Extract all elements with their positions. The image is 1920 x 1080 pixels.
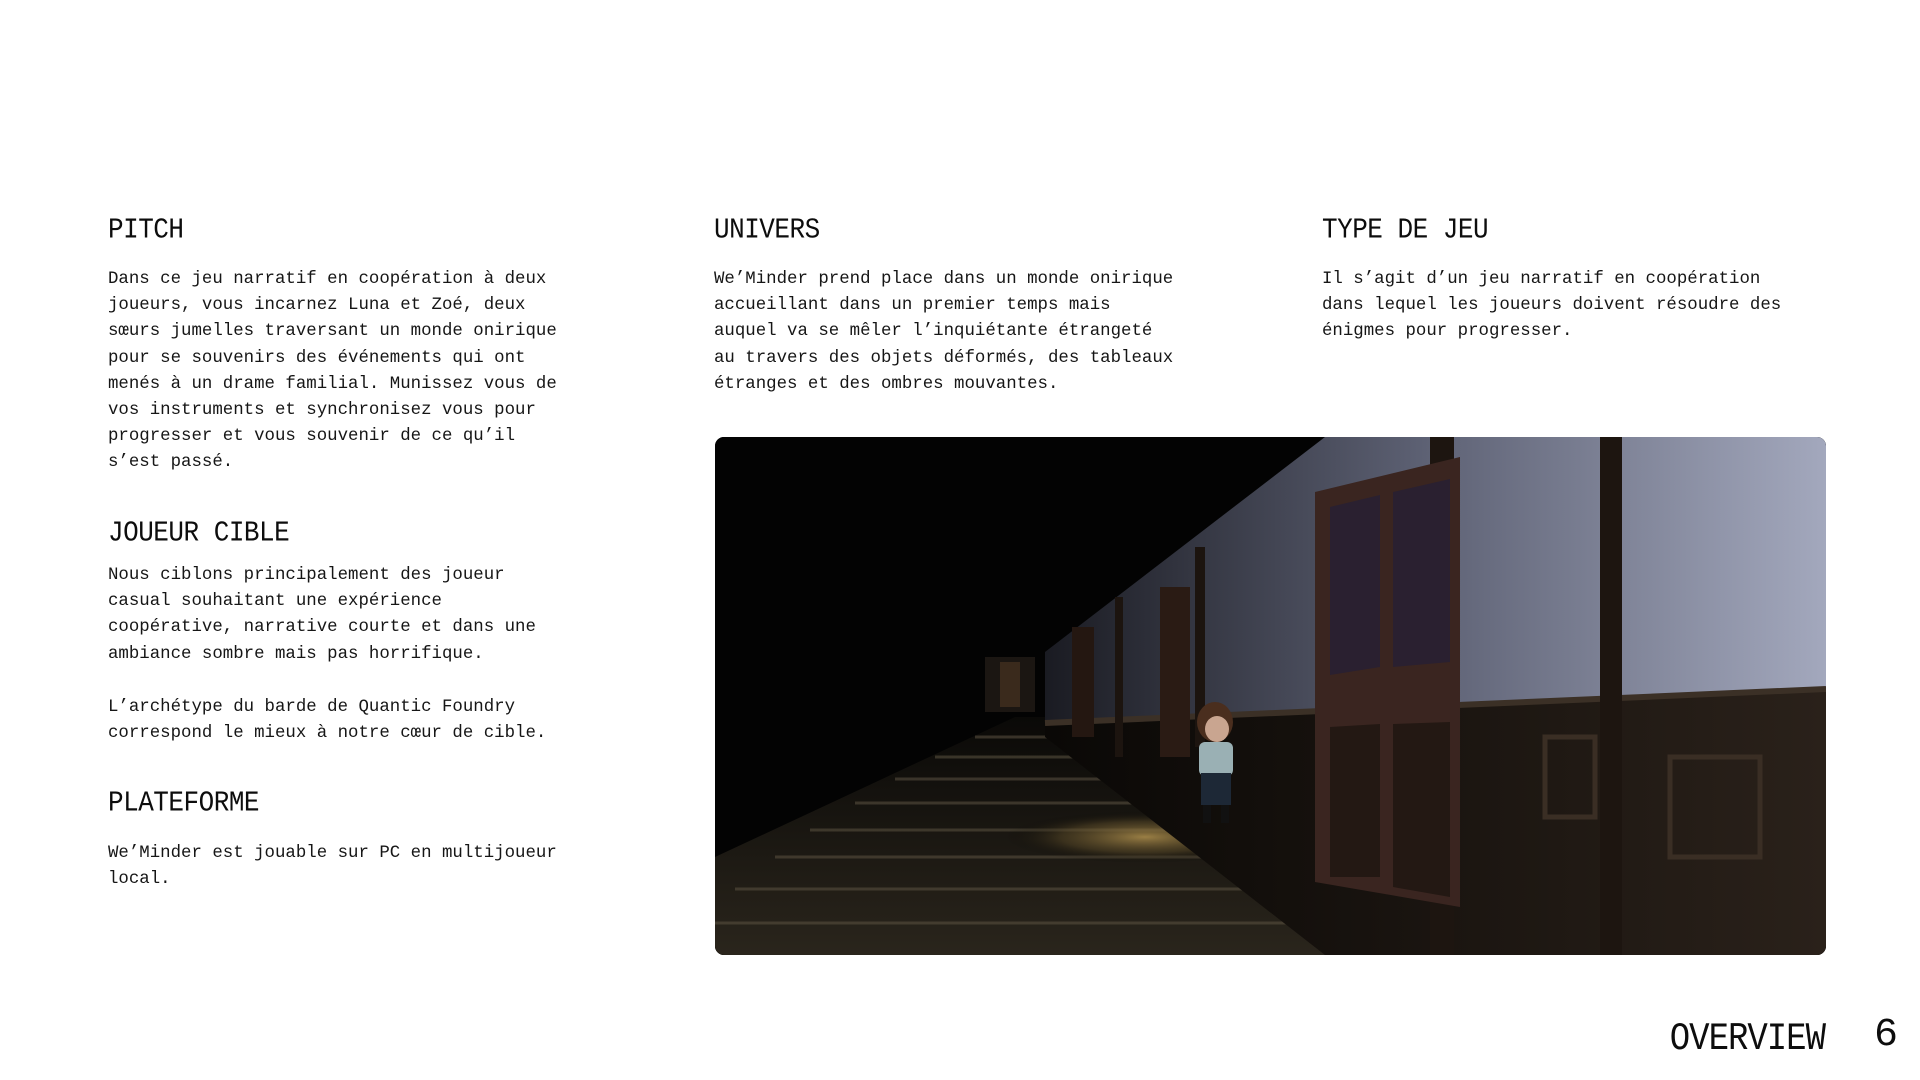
target-player-heading: JOUEUR CIBLE bbox=[108, 516, 290, 550]
pitch-heading: PITCH bbox=[108, 213, 184, 247]
page-number: 6 bbox=[1873, 1013, 1898, 1058]
target-player-text: Nous ciblons principalement des joueur casual souhaitant une expérience coopérative, narrative courte et dans une ambiance sombre mais pas horrifique. bbox=[108, 566, 536, 664]
universe-heading: UNIVERS bbox=[714, 213, 820, 247]
platform-heading: PLATEFORME bbox=[108, 786, 260, 820]
platform-text: We’Minder est jouable sur PC en multijoueur local. bbox=[108, 844, 557, 890]
universe-text: We’Minder prend place dans un monde onirique accueillant dans un premier temps mais auquel va se mêler l’inquiétante étrangeté au travers des objets déformés, des tableaux étranges et des ombres mouvantes. bbox=[714, 270, 1174, 394]
game-type-text: Il s’agit d’un jeu narratif en coopération dans lequel les joueurs doivent résoudre des énigmes pour progresser. bbox=[1322, 270, 1782, 342]
section-label: OVERVIEW bbox=[1669, 1018, 1825, 1062]
pitch-text: Dans ce jeu narratif en coopération à deux joueurs, vous incarnez Luna et Zoé, deux sœurs jumelles traversant un monde onirique pour se souvenirs des événements qui ont menés à un drame familial. Munissez vous de vos instruments et synchronisez vous pour progresser et vous souvenir de ce qu’il s’est passé. bbox=[108, 270, 557, 473]
child-character bbox=[1197, 702, 1233, 823]
game-screenshot bbox=[715, 437, 1826, 955]
target-player-archetype-text: L’archétype du barde de Quantic Foundry correspond le mieux à notre cœur de cible. bbox=[108, 698, 547, 744]
game-type-heading: TYPE DE JEU bbox=[1322, 213, 1489, 247]
